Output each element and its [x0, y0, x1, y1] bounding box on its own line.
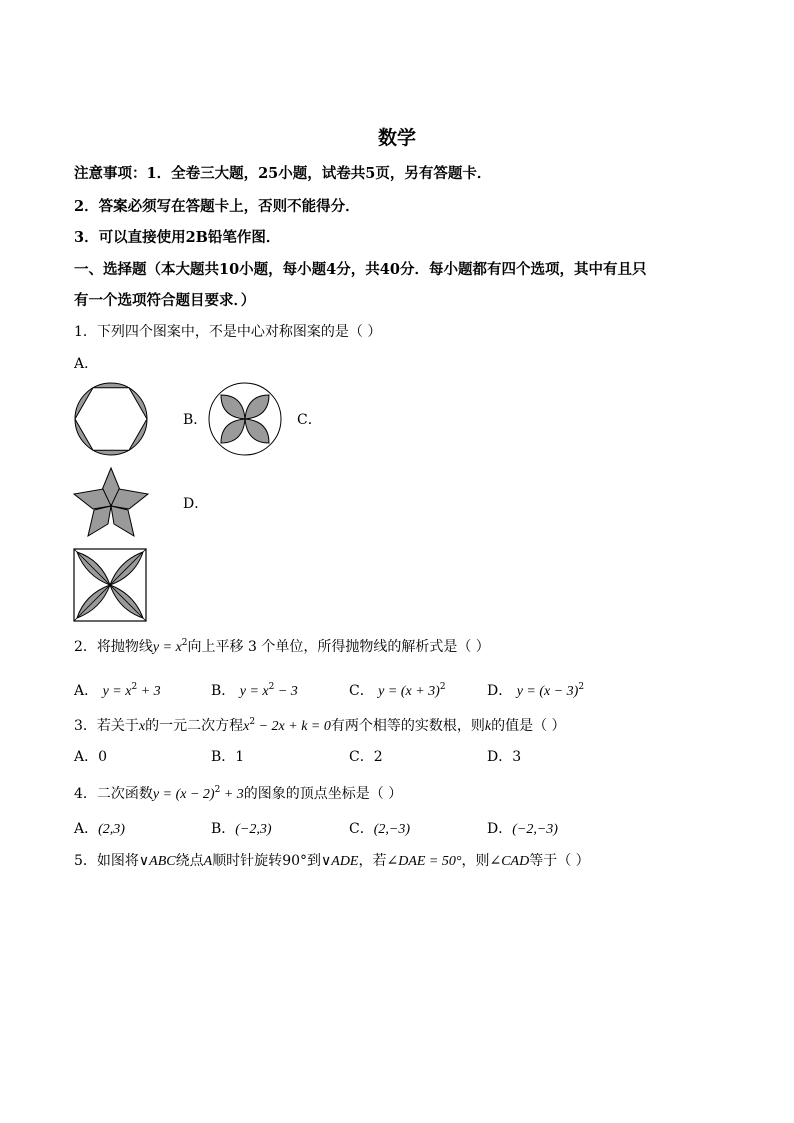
- section-heading-line-1: 一、选择题（本大题共10小题，每小题4分，共40分．每小题都有四个选项，其中有且只: [74, 261, 647, 278]
- q5-stem-pre: 5．如图将: [74, 853, 139, 869]
- q2-d-expr: y = (x − 3): [516, 684, 579, 699]
- notes-line-1: 注意事项：1．全卷三大题，25小题，试卷共5页，另有答题卡．: [74, 165, 492, 182]
- q2-a-label: A．: [74, 683, 99, 699]
- q3-stem: [74, 717, 566, 736]
- q4-option-a: [74, 820, 125, 839]
- q1-figure-c-star: [72, 466, 150, 538]
- q4-c-value: (2,−3): [373, 822, 410, 837]
- q2-c-expr: y = (x + 3): [378, 684, 440, 699]
- q1-c-kite-3: [111, 506, 134, 536]
- q3-var-k: k: [484, 719, 492, 734]
- section-heading-line-2: 有一个选项符合题目要求．）: [74, 292, 256, 309]
- q3-stem-pre: 3．若关于: [74, 718, 139, 734]
- page-title: 数学: [377, 127, 416, 149]
- q5-mid-4: ，若: [358, 853, 387, 869]
- q4-d-label: D．: [487, 821, 513, 837]
- q2-stem-expr: y = x: [152, 640, 182, 655]
- q3-stem-post: 的值是（ ）: [491, 718, 566, 734]
- q2-b-sup: 2: [268, 682, 275, 692]
- q5-point-a: A: [203, 854, 213, 869]
- q4-c-label: C．: [349, 821, 374, 837]
- q4-stem-pre: 4．二次函数: [74, 786, 153, 802]
- q2-stem-sup: 2: [181, 638, 188, 648]
- q2-d-label: D．: [487, 683, 513, 699]
- q3-eq-lhs: x: [243, 719, 250, 734]
- q2-c-label: C．: [349, 683, 374, 699]
- notes-line-2: 2．答案必须写在答题卡上，否则不能得分．: [74, 198, 360, 215]
- q4-stem: [74, 785, 402, 804]
- q4-option-c: [349, 820, 410, 839]
- q1-c-kite-4: [88, 506, 111, 536]
- q5-angle-cad: ∠CAD: [489, 854, 530, 869]
- q2-b-expr: y = x: [239, 684, 269, 699]
- q2-option-a: [74, 682, 161, 701]
- q1-option-a-label: A．: [74, 356, 99, 372]
- q1-figure-d-square-pinwheel: [73, 548, 147, 622]
- q1-option-b-label: B．: [183, 412, 208, 428]
- q5-triangle-ade: ∨ADE: [321, 854, 359, 869]
- notes-line-3: 3．可以直接使用2B铅笔作图．: [74, 229, 281, 246]
- q4-option-d: [487, 820, 558, 839]
- q1-figure-b-petals: [207, 381, 283, 457]
- q2-stem-pre: 2．将抛物线: [74, 639, 153, 655]
- q3-option-b: B．1: [211, 749, 245, 765]
- q5-degree: 90°: [282, 853, 308, 869]
- q2-option-d: [487, 682, 584, 701]
- q3-eq-rest: − 2x + k = 0: [255, 719, 331, 734]
- q4-d-value: (−2,−3): [512, 822, 558, 837]
- q5-stem: [74, 852, 590, 871]
- q5-triangle-abc: ∨ABC: [138, 854, 176, 869]
- q1-stem: 1．下列四个图案中，不是中心对称图案的是（ ）: [74, 324, 382, 340]
- q3-eq-sup: 2: [249, 717, 256, 727]
- q2-a-sup: 2: [131, 682, 138, 692]
- q4-stem-post: 的图象的顶点坐标是（ ）: [243, 786, 403, 802]
- q5-angle-dae: ∠DAE = 50°: [386, 854, 462, 869]
- q1-figure-a-hexagon-circle: [73, 381, 149, 457]
- q2-stem: [74, 638, 490, 657]
- q5-mid-5: ，则: [461, 853, 490, 869]
- q3-option-c: C．2: [349, 749, 383, 765]
- q5-stem-post: 等于（ ）: [529, 853, 590, 869]
- q4-sup: 2: [214, 785, 221, 795]
- q2-d-sup: 2: [578, 682, 585, 692]
- q2-stem-post: 向上平移 3 个单位，所得抛物线的解析式是（ ）: [187, 639, 490, 655]
- q4-b-label: B．: [211, 821, 236, 837]
- q3-stem-mid: 的一元二次方程: [145, 718, 244, 734]
- q3-option-a: A．0: [74, 749, 108, 765]
- q4-expr-tail: + 3: [220, 787, 244, 802]
- q5-mid-3: 到: [307, 853, 322, 869]
- q5-mid-2: 顺时针旋转: [212, 853, 283, 869]
- q5-mid-1: 绕点: [175, 853, 204, 869]
- q2-b-tail: − 3: [274, 684, 298, 699]
- q2-a-tail: + 3: [137, 684, 161, 699]
- q4-b-value: (−2,3): [235, 822, 272, 837]
- q2-c-sup: 2: [439, 682, 446, 692]
- q3-var-x: x: [138, 719, 146, 734]
- q1-option-c-label: C．: [297, 412, 322, 428]
- q2-option-b: [211, 682, 298, 701]
- q2-option-c: [349, 682, 446, 701]
- q4-expr: y = (x − 2): [152, 787, 215, 802]
- q1-option-d-label: D．: [183, 496, 209, 512]
- q4-a-value: (2,3): [98, 822, 125, 837]
- q3-stem-mid2: 有两个相等的实数根，则: [330, 718, 485, 734]
- q2-b-label: B．: [211, 683, 236, 699]
- q3-option-d: D．3: [487, 749, 522, 765]
- q4-a-label: A．: [74, 821, 99, 837]
- q4-option-b: [211, 820, 272, 839]
- q2-a-expr: y = x: [102, 684, 132, 699]
